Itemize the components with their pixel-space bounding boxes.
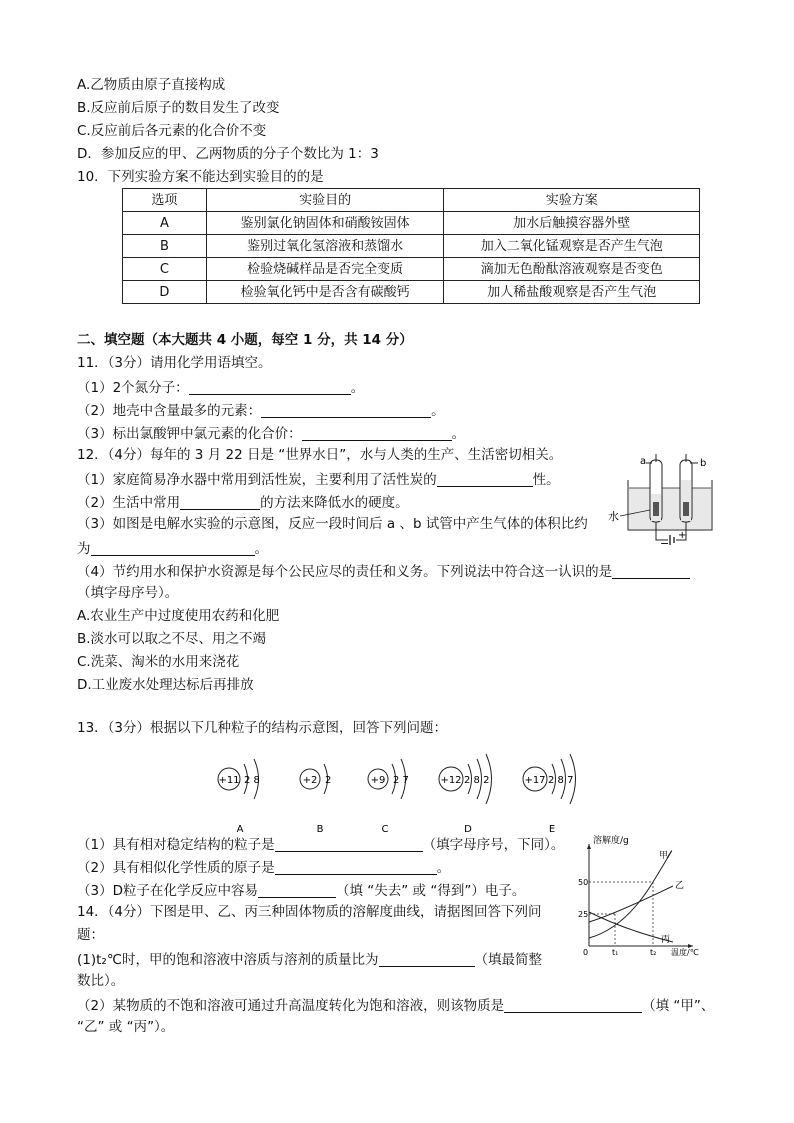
q11-p3-end: 。 — [451, 426, 466, 442]
curve-jia — [589, 851, 672, 938]
particle-e — [523, 754, 576, 835]
answer-blank[interactable] — [504, 998, 642, 1013]
q13-part-1 — [77, 837, 564, 853]
q14-part-2a — [77, 998, 714, 1014]
table-header: 实验目的 — [206, 189, 444, 212]
table-cell: 鉴别过氧化氢溶液和蒸馏水 — [206, 235, 444, 258]
curve-label-bing: 丙 — [661, 935, 671, 945]
label-b: b — [700, 458, 707, 469]
section-title: 二、填空题（本大题共 4 小题，每空 1 分，共 14 分） — [77, 332, 413, 348]
q13-part-3 — [77, 883, 525, 899]
label-a: a — [640, 456, 647, 467]
table-cell: 加入二氧化锰观察是否产生气泡 — [444, 235, 700, 258]
q13-p1-text: （1）具有相对稳定结构的粒子是 — [77, 837, 275, 853]
q12-part-1 — [77, 472, 560, 488]
table-header: 选项 — [123, 189, 207, 212]
q12-part-3b — [77, 541, 268, 557]
chart-ylabel: 溶解度/g — [593, 836, 629, 846]
shells-c: 2 7 — [393, 775, 409, 786]
letter-c: C — [381, 824, 389, 835]
shells-e: 2 8 7 — [548, 775, 574, 786]
chart-ytick-50: 50 — [578, 878, 589, 887]
answer-blank[interactable] — [261, 403, 431, 418]
q14-part-1b: 数比）。 — [77, 973, 125, 989]
q14-p2a-text: （2）某物质的不饱和溶液可通过升高温度转化为饱和溶液，则该物质是 — [77, 998, 505, 1014]
q11-p2-end: 。 — [431, 403, 445, 419]
table-cell: 检验氧化钙中是否含有碳酸钙 — [206, 281, 444, 304]
q14-part-2b: “乙” 或 “丙”）。 — [77, 1019, 175, 1035]
particle-c — [368, 759, 409, 835]
label-plus: + — [678, 530, 687, 541]
q13-p2-text: （2）具有相似化学性质的原子是 — [77, 860, 275, 876]
q12-stem: 12．（4分）每年的 3 月 22 日是 “世界水日”，水与人类的生产、生活密切相关。 — [77, 447, 563, 463]
nucleus-e: +17 — [524, 775, 546, 786]
label-minus: − — [660, 537, 670, 550]
q12-p4a-text: （4）节约用水和保护水资源是每个公民应尽的责任和义务。下列说法中符合这一认识的是 — [77, 564, 613, 580]
q9-option-a: A.乙物质由原子直接构成 — [77, 77, 226, 93]
q9-option-d: D．参加反应的甲、乙两物质的分子个数比为 1：3 — [77, 146, 379, 162]
q12-option-b: B.淡水可以取之不尽、用之不竭 — [77, 631, 267, 647]
q11-part-3 — [77, 426, 465, 442]
particle-diagrams — [200, 754, 620, 836]
q12-option-d: D.工业废水处理达标后再排放 — [77, 677, 254, 693]
q14-part-1a — [77, 952, 542, 968]
particle-b — [300, 764, 331, 835]
table-header-row — [123, 189, 700, 212]
q11-p3-text: （3）标出氯酸钾中氯元素的化合价： — [77, 426, 302, 442]
answer-blank[interactable] — [180, 495, 260, 510]
letter-b: B — [316, 824, 324, 835]
q14-stem-2: 题： — [77, 927, 104, 943]
q12-p1-end: 性。 — [532, 472, 560, 488]
q10-stem: 10．下列实验方案不能达到实验目的的是 — [77, 169, 324, 185]
q12-part-3a: （3）如图是电解水实验的示意图，反应一段时间后 a 、b 试管中产生气体的体积比约 — [77, 516, 588, 532]
curve-label-yi: 乙 — [675, 881, 685, 891]
shells-d: 2 8 2 — [464, 775, 490, 786]
q11-p2-text: （2）地壳中含量最多的元素： — [77, 403, 262, 419]
answer-blank[interactable] — [275, 860, 437, 875]
table-cell: A — [123, 212, 207, 235]
q11-p1-end: 。 — [350, 380, 365, 396]
q9-option-b: B.反应前后原子的数目发生了改变 — [77, 100, 280, 116]
answer-blank[interactable] — [189, 380, 351, 395]
chart-xlabel: 温度/℃ — [671, 948, 699, 957]
nucleus-c: +9 — [370, 775, 386, 786]
letter-a: A — [236, 824, 244, 835]
q12-p2-text: （2）生活中常用 — [77, 495, 181, 511]
table-row — [123, 212, 700, 235]
table-cell: 滴加无色酚酞溶液观察是否变色 — [444, 258, 700, 281]
table-cell: D — [123, 281, 207, 304]
label-water: 水 — [608, 510, 619, 523]
letter-e: E — [548, 824, 556, 835]
q12-p1-text: （1）家庭简易净水器中常用到活性炭，主要利用了活性炭的 — [77, 472, 437, 488]
shells-a: 2 8 — [244, 775, 260, 786]
q12-option-c: C.洗菜、淘米的水用来浇花 — [77, 654, 240, 670]
q14-stem-1: 14．（4分）下图是甲、乙、丙三种固体物质的溶解度曲线，请据图回答下列问 — [77, 904, 542, 920]
q13-p1-end: （填字母序号，下同）。 — [422, 837, 565, 853]
table-row — [123, 258, 700, 281]
q9-option-c: C.反应前后各元素的化合价不变 — [77, 123, 267, 139]
q12-part-4a — [77, 564, 690, 580]
particle-d — [439, 754, 492, 835]
electrolysis-figure — [608, 450, 722, 550]
q13-p3-text: （3）D粒子在化学反应中容易 — [77, 883, 258, 899]
nucleus-d: +12 — [440, 775, 462, 786]
table-cell: 加人稀盐酸观察是否产生气泡 — [444, 281, 700, 304]
q13-part-2 — [77, 860, 450, 876]
table-cell: 检验烧碱样品是否完全变质 — [206, 258, 444, 281]
table-row — [123, 281, 700, 304]
shells-b: 2 — [325, 775, 332, 786]
letter-d: D — [464, 824, 472, 835]
q12-part-4b: （填字母序号）。 — [77, 585, 179, 601]
solubility-chart — [575, 828, 705, 958]
chart-origin: 0 — [583, 948, 589, 957]
table-cell: B — [123, 235, 207, 258]
q12-option-a: A.农业生产中过度使用农药和化肥 — [77, 608, 280, 624]
curve-label-jia: 甲 — [659, 851, 669, 861]
answer-blank[interactable] — [437, 472, 533, 487]
answer-blank[interactable] — [612, 564, 690, 579]
answer-blank[interactable] — [91, 541, 255, 556]
q12-part-2 — [77, 495, 409, 511]
answer-blank[interactable] — [302, 426, 452, 441]
answer-blank[interactable] — [258, 883, 336, 898]
q13-p2-end: 。 — [436, 860, 451, 876]
q12-p2-end: 的方法来降低水的硬度。 — [260, 495, 409, 511]
table-header: 实验方案 — [444, 189, 700, 212]
nucleus-b: +2 — [302, 775, 318, 786]
q11-part-2 — [77, 403, 445, 419]
chart-ytick-25: 25 — [578, 910, 589, 919]
q12-p3b-text: 为 — [77, 541, 91, 557]
table-cell: 加水后触摸容器外壁 — [444, 212, 700, 235]
q14-p1a-end: （填最简整 — [474, 952, 542, 968]
q11-part-1 — [77, 380, 364, 396]
particle-a — [218, 759, 260, 835]
q11-p1-text: （1）2个氮分子： — [77, 380, 189, 396]
q14-p2a-end: （填 “甲”、 — [642, 998, 715, 1014]
chart-t1: t₁ — [612, 948, 619, 957]
q12-p3-end: 。 — [254, 541, 268, 557]
table-cell: 鉴别氯化钠固体和硝酸铵固体 — [206, 212, 444, 235]
q14-p1a-text: (1)t₂℃时，甲的饱和溶液中溶质与溶剂的质量比为 — [77, 952, 379, 968]
answer-blank[interactable] — [379, 952, 475, 967]
curve-yi — [589, 886, 673, 922]
table-cell: C — [123, 258, 207, 281]
experiment-table — [122, 188, 700, 304]
chart-t2: t₂ — [650, 948, 657, 957]
q11-stem: 11．（3分）请用化学用语填空。 — [77, 355, 272, 371]
q13-p3-end: （填 “失去” 或 “得到”）电子。 — [335, 883, 526, 899]
nucleus-a: +11 — [218, 775, 240, 786]
answer-blank[interactable] — [275, 837, 423, 852]
table-row — [123, 235, 700, 258]
q13-stem: 13．（3分）根据以下几种粒子的结构示意图，回答下列问题： — [77, 720, 448, 736]
